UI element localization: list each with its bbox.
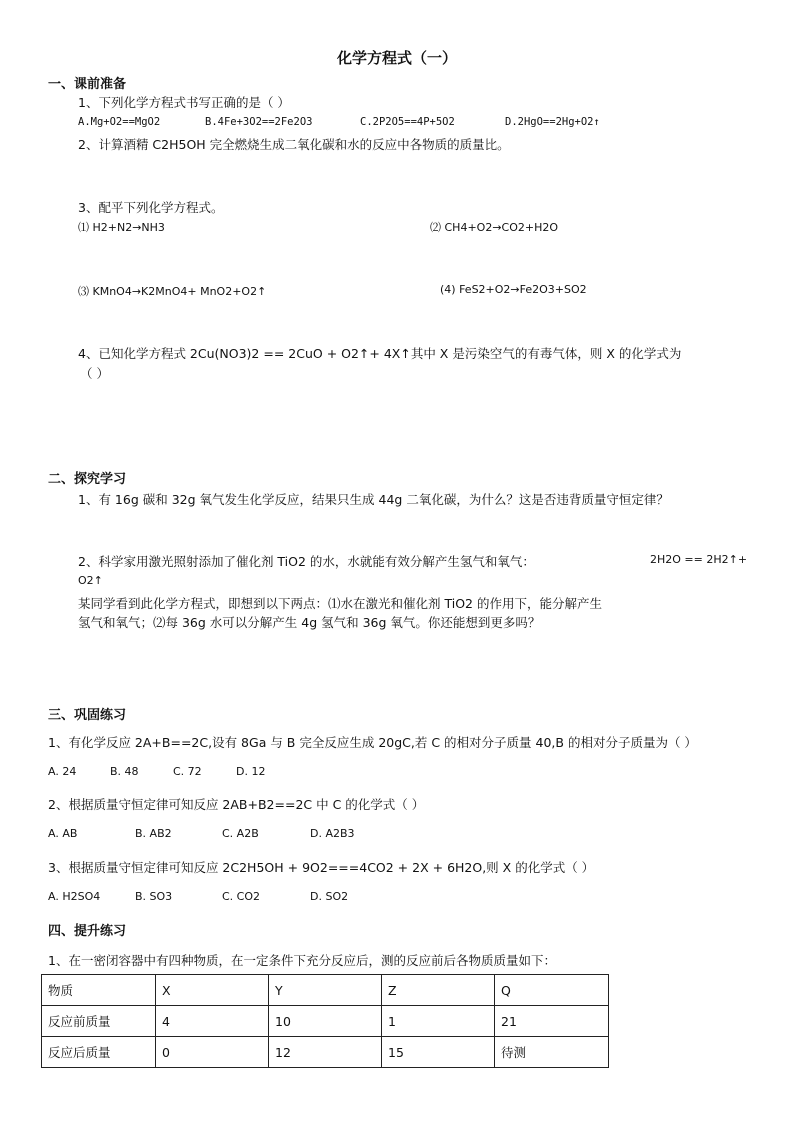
table-header-cell: Z [382, 975, 495, 1006]
table-cell: 12 [269, 1037, 382, 1068]
section-heading-4: 四、提升练习 [48, 924, 127, 939]
table-cell: 反应后质量 [42, 1037, 156, 1068]
table-header-cell: X [156, 975, 269, 1006]
s3-q3-option-d: D. SO2 [310, 890, 349, 903]
section-heading-1: 一、课前准备 [48, 77, 127, 92]
s2-q2-equation: 2H2O == 2H2↑+ [650, 553, 748, 566]
s4-question-1: 1、在一密闭容器中有四种物质，在一定条件下充分反应后，测的反应前后各物质质量如下： [48, 953, 556, 968]
section-heading-2: 二、探究学习 [48, 472, 127, 487]
table-cell: 4 [156, 1006, 269, 1037]
s3-q1-option-b: B. 48 [110, 765, 139, 778]
s3-q1-option-a: A. 24 [48, 765, 77, 778]
s2-q2-equation-cont: O2↑ [78, 574, 103, 587]
s3-q2-option-a: A. AB [48, 827, 78, 840]
s1-question-4-blank: （ ） [80, 366, 109, 381]
s3-question-3: 3、根据质量守恒定律可知反应 2C2H5OH + 9O2===4CO2 + 2X + 6H2O,则 X 的化学式（ ） [48, 860, 595, 875]
s3-q2-option-c: C. A2B [222, 827, 259, 840]
section-heading-3: 三、巩固练习 [48, 708, 127, 723]
table-cell: 10 [269, 1006, 382, 1037]
s1-q3-equation-3: ⑶ KMnO4→K2MnO4+ MnO2+O2↑ [78, 285, 267, 298]
mass-table [41, 974, 609, 1068]
s3-q3-option-b: B. SO3 [135, 890, 173, 903]
s2-q2-text-1: 某同学看到此化学方程式，即想到以下两点：⑴水在激光和催化剂 TiO2 的作用下，能分解产生 [78, 596, 602, 611]
s3-q3-option-c: C. CO2 [222, 890, 261, 903]
table-header-row [42, 975, 609, 1006]
page-title: 化学方程式（一） [336, 49, 457, 67]
table-header-cell: 物质 [42, 975, 156, 1006]
s3-question-1: 1、有化学反应 2A+B==2C,设有 8Ga 与 B 完全反应生成 20gC,若 C 的相对分子质量 40,B 的相对分子质量为（ ） [48, 735, 697, 750]
table-cell: 1 [382, 1006, 495, 1037]
table-header-cell: Y [269, 975, 382, 1006]
s1-q3-equation-2: ⑵ CH4+O2→CO2+H2O [430, 221, 559, 234]
table-row [42, 1006, 609, 1037]
s1-q3-equation-4: (4) FeS2+O2→Fe2O3+SO2 [440, 283, 587, 296]
s1-q1-option-a: A.Mg+O2==MgO2 [78, 116, 161, 128]
table-header-cell: Q [495, 975, 609, 1006]
table-cell: 21 [495, 1006, 609, 1037]
s3-q2-option-d: D. A2B3 [310, 827, 355, 840]
s3-q1-option-d: D. 12 [236, 765, 266, 778]
s1-question-2: 2、计算酒精 C2H5OH 完全燃烧生成二氧化碳和水的反应中各物质的质量比。 [78, 137, 510, 152]
table-cell: 待测 [495, 1037, 609, 1068]
s3-q3-option-a: A. H2SO4 [48, 890, 101, 903]
table-cell: 反应前质量 [42, 1006, 156, 1037]
table-row [42, 1037, 609, 1068]
s1-q3-equation-1: ⑴ H2+N2→NH3 [78, 221, 165, 234]
s1-question-4: 4、已知化学方程式 2Cu(NO3)2 == 2CuO + O2↑+ 4X↑其中 X 是污染空气的有毒气体，则 X 的化学式为 [78, 346, 682, 361]
table-cell: 0 [156, 1037, 269, 1068]
s2-question-1: 1、有 16g 碳和 32g 氧气发生化学反应，结果只生成 44g 二氧化碳，为什么？这是否违背质量守恒定律？ [78, 492, 669, 507]
s3-q2-option-b: B. AB2 [135, 827, 172, 840]
s1-q1-option-d: D.2HgO==2Hg+O2↑ [505, 116, 600, 128]
s2-q2-text-2: 氢气和氧气；⑵每 36g 水可以分解产生 4g 氢气和 36g 氧气。你还能想到更多吗？ [78, 615, 541, 630]
s1-question-1: 1、下列化学方程式书写正确的是（ ） [78, 95, 290, 110]
s1-question-3: 3、配平下列化学方程式。 [78, 200, 224, 215]
s3-q1-option-c: C. 72 [173, 765, 202, 778]
s1-q1-option-c: C.2P2O5==4P+5O2 [360, 116, 455, 128]
s1-q1-option-b: B.4Fe+3O2==2Fe2O3 [205, 116, 313, 128]
s3-question-2: 2、根据质量守恒定律可知反应 2AB+B2==2C 中 C 的化学式（ ） [48, 797, 425, 812]
s2-question-2: 2、科学家用激光照射添加了催化剂 TiO2 的水，水就能有效分解产生氢气和氧气： [78, 554, 535, 569]
table-cell: 15 [382, 1037, 495, 1068]
